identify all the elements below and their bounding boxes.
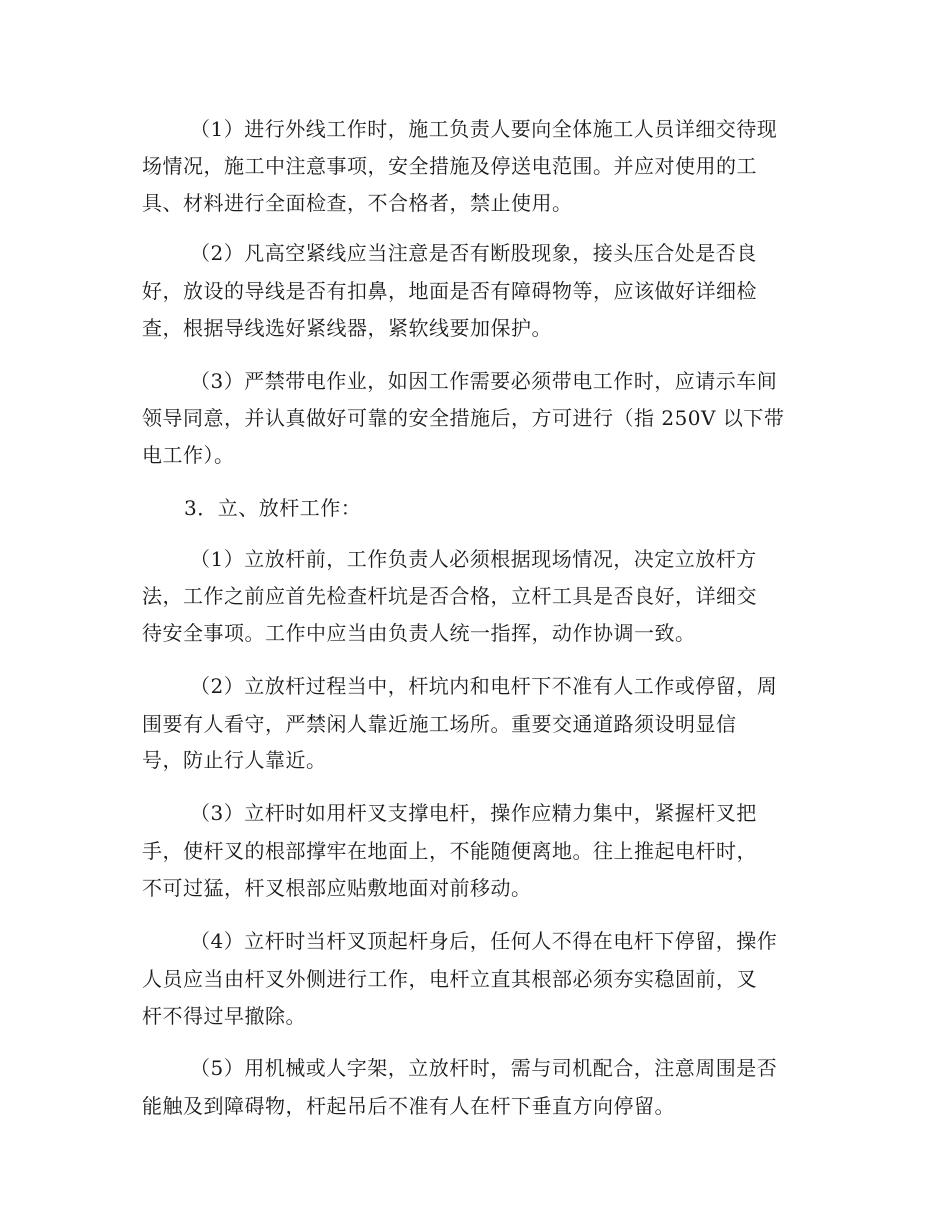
text-line: 杆不得过早撤除。 [142,1004,306,1028]
text-line: 围要有人看守，严禁闲人靠近施工场所。重要交通道路须设明显信 [142,712,737,736]
text-line: （4）立杆时当杆叉顶起杆身后，任何人不得在电杆下停留，操作 [190,929,778,953]
text-line: 不可过猛，杆叉根部应贴敷地面对前移动。 [142,876,532,900]
text-line: 查，根据导线选好紧线器，紧软线要加保护。 [142,316,552,340]
text-line: 场情况，施工中注意事项，安全措施及停送电范围。并应对使用的工 [142,154,757,178]
text-line: （2）立放杆过程当中，杆坑内和电杆下不准有人工作或停留，周 [190,674,778,698]
text-line: （3）严禁带电作业，如因工作需要必须带电工作时，应请示车间 [190,369,778,393]
text-line: （2）凡高空紧线应当注意是否有断股现象，接头压合处是否良 [190,241,757,265]
text-line: 手，使杆叉的根部撑牢在地面上，不能随便离地。往上推起电杆时， [142,839,757,863]
text-line: （5）用机械或人字架，立放杆时，需与司机配合，注意周围是否 [190,1056,778,1080]
text-line: 人员应当由杆叉外侧进行工作，电杆立直其根部必须夯实稳固前，叉 [142,967,757,991]
text-line: （1）进行外线工作时，施工负责人要向全体施工人员详细交待现 [190,117,778,141]
section-heading: 3．立、放杆工作： [184,496,362,520]
text-line: 好，放设的导线是否有扣鼻，地面是否有障碍物等，应该做好详细检 [142,279,757,303]
text-line: （3）立杆时如用杆叉支撑电杆，操作应精力集中，紧握杆叉把 [190,801,757,825]
text-line: 待安全事项。工作中应当由负责人统一指挥，动作协调一致。 [142,621,696,645]
text-line: 号，防止行人靠近。 [142,748,327,772]
text-line: （1）立放杆前，工作负责人必须根据现场情况，决定立放杆方 [190,547,757,571]
text-line: 法，工作之前应首先检查杆坑是否合格，立杆工具是否良好，详细交 [142,584,757,608]
text-line: 领导同意，并认真做好可靠的安全措施后，方可进行（指 250V 以下带 [142,406,785,430]
text-line: 电工作）。 [142,443,235,467]
text-line: 能触及到障碍物，杆起吊后不准有人在杆下垂直方向停留。 [142,1094,675,1118]
text-line: 具、材料进行全面检查，不合格者，禁止使用。 [142,191,573,215]
